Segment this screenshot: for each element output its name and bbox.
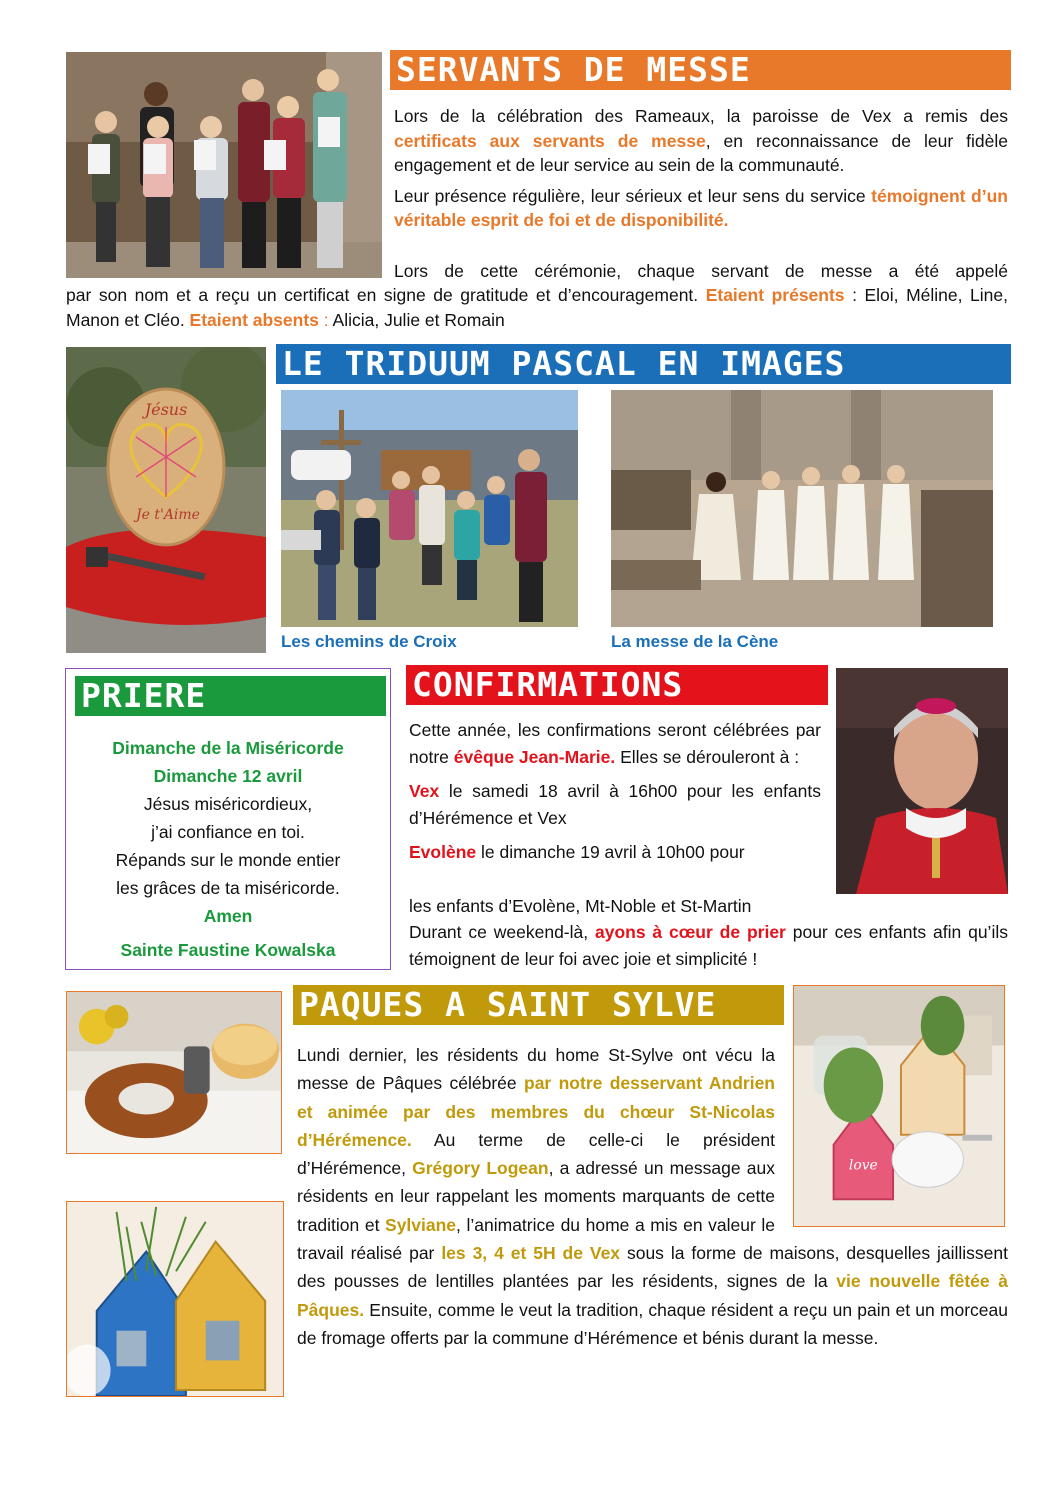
servants-p1-highlight: certificats aux servants de messe	[394, 130, 706, 151]
servants-p2-highlight: témoignent d’un véritable esprit de foi et de disponibilité.	[394, 185, 1008, 230]
paques-hl-desservant: par notre desservant Andrien et animée par des membres du chœur St-Nicolas d’Hérémence.	[297, 1073, 775, 1150]
paques-body	[297, 1041, 1008, 1352]
paques-hl-gregory: Grégory Logean	[412, 1158, 549, 1179]
house-word: love	[848, 1157, 878, 1174]
paques-s1: Lundi dernier, les résidents du home St-Sylve ont vécu la messe de Pâques célébrée	[297, 1045, 775, 1094]
chemins-de-croix-photo	[281, 390, 578, 627]
priere-amen: Amen	[203, 906, 253, 926]
lentil-house-photo-left	[66, 1201, 284, 1397]
confirmations-evolene-text: le dimanche 19 avril à 10h00 pour	[476, 842, 745, 862]
confirmations-closing-highlight: ayons à cœur de prier	[594, 922, 786, 942]
confirmations-closing-start: Durant ce weekend-là,	[409, 922, 595, 942]
priere-verse2: j’ai confiance en toi.	[151, 822, 305, 842]
priere-verse3: Répands sur le monde entier	[115, 850, 341, 870]
servants-p3-line2: par son nom et a reçu un certificat en signe de gratitude et d’encouragement.	[66, 285, 706, 305]
confirmations-evolene-label: Evolène	[409, 842, 477, 862]
priere-author: Sainte Faustine Kowalska	[120, 940, 336, 960]
paques-hl-classes: les 3, 4 et 5H de Vex	[441, 1243, 621, 1264]
messe-cene-photo	[611, 390, 993, 627]
servants-present-colon: :	[844, 285, 857, 305]
paques-s6: Ensuite, comme le veut la tradition, chaque résident a reçu un pain et un morceau de fromage offerts par la commune d’Hérémence et bénis durant la messe.	[297, 1299, 1008, 1348]
confirmations-title: CONFIRMATIONS	[406, 665, 828, 705]
paques-hl-vie-nouvelle: vie nouvelle fêtée à Pâques.	[297, 1271, 1008, 1320]
confirmations-intro: Cette année, les confirmations seront célébrées par notre	[409, 720, 821, 767]
triduum-title: LE TRIDUUM PASCAL EN IMAGES	[276, 344, 1011, 384]
confirmations-closing	[409, 919, 1008, 972]
confirmations-evolene-line2: les enfants d’Evolène, Mt-Noble et St-Martin	[409, 896, 752, 916]
paques-s5: sous la forme de maisons, desquelles jaillissent des pousses de lentilles plantées par les résidents, signes de la	[297, 1243, 1008, 1292]
priere-verse1: Jésus miséricordieux,	[143, 794, 313, 814]
servants-p1-end: , en reconnaissance de leur fidèle engagement et de leur service au sein de la communauté.	[394, 130, 1008, 175]
confirmations-intro-end: Elles se dérouleront à :	[615, 746, 800, 767]
heart-craft-photo	[66, 347, 266, 653]
paques-s4: , l’animatrice du home a mis en valeur le travail réalisé par	[297, 1214, 775, 1264]
servants-p3-line1: Lors de cette cérémonie, chaque servant de messe a été appelé	[394, 261, 1008, 281]
confirmations-eveque: évêque Jean-Marie.	[453, 746, 616, 767]
servants-body-top	[394, 104, 1008, 233]
priere-title: PRIERE	[75, 676, 386, 716]
confirmations-closing-end: pour ces enfants afin qu’ils témoignent de leur foi avec joie et simplicité !	[409, 922, 1008, 969]
priere-verse4: les grâces de ta miséricorde.	[116, 878, 340, 898]
heart-text-bottom: Je t'Aime	[136, 507, 200, 523]
paques-s2: Au terme de celle-ci le président d’Hérémence,	[297, 1129, 775, 1179]
servants-p2-start: Leur présence régulière, leur sérieux et leur sens du service	[394, 185, 872, 206]
servants-absent-label: Etaient absents	[189, 309, 319, 330]
priere-content	[66, 734, 390, 964]
eveque-photo	[836, 668, 1008, 894]
priere-line2: Dimanche 12 avril	[153, 766, 303, 786]
servants-absent-names: Alicia, Julie et Romain	[332, 309, 505, 330]
caption-messe-cene: La messe de la Cène	[611, 632, 779, 651]
priere-line1: Dimanche de la Miséricorde	[112, 738, 344, 758]
servants-p1-start: Lors de la célébration des Rameaux, la paroisse de Vex a remis des	[394, 106, 1008, 126]
paques-hl-sylviane: Sylviane	[385, 1214, 457, 1235]
paques-s3: , a adressé un message aux résidents en leur rappelant les moments marquants de cette tradition et	[297, 1158, 775, 1235]
servants-title: SERVANTS DE MESSE	[390, 50, 1011, 90]
confirmations-body	[409, 717, 821, 866]
servants-body-bottom	[66, 283, 1008, 332]
confirmations-vex-text: le samedi 18 avril à 16h00 pour les enfants d’Hérémence et Vex	[409, 781, 821, 828]
servants-present-names: Eloi, Méline, Line, Manon et Cléo.	[66, 285, 1008, 330]
paques-title: PAQUES A SAINT SYLVE	[293, 985, 784, 1025]
bread-photo	[66, 991, 282, 1154]
heart-text-top: Jésus	[144, 400, 188, 419]
servants-present-label: Etaient présents	[705, 285, 845, 305]
servants-group-photo	[66, 52, 382, 278]
servants-absent-colon: :	[318, 309, 333, 330]
caption-chemins-de-croix: Les chemins de Croix	[281, 632, 457, 651]
confirmations-vex-label: Vex	[409, 781, 440, 801]
